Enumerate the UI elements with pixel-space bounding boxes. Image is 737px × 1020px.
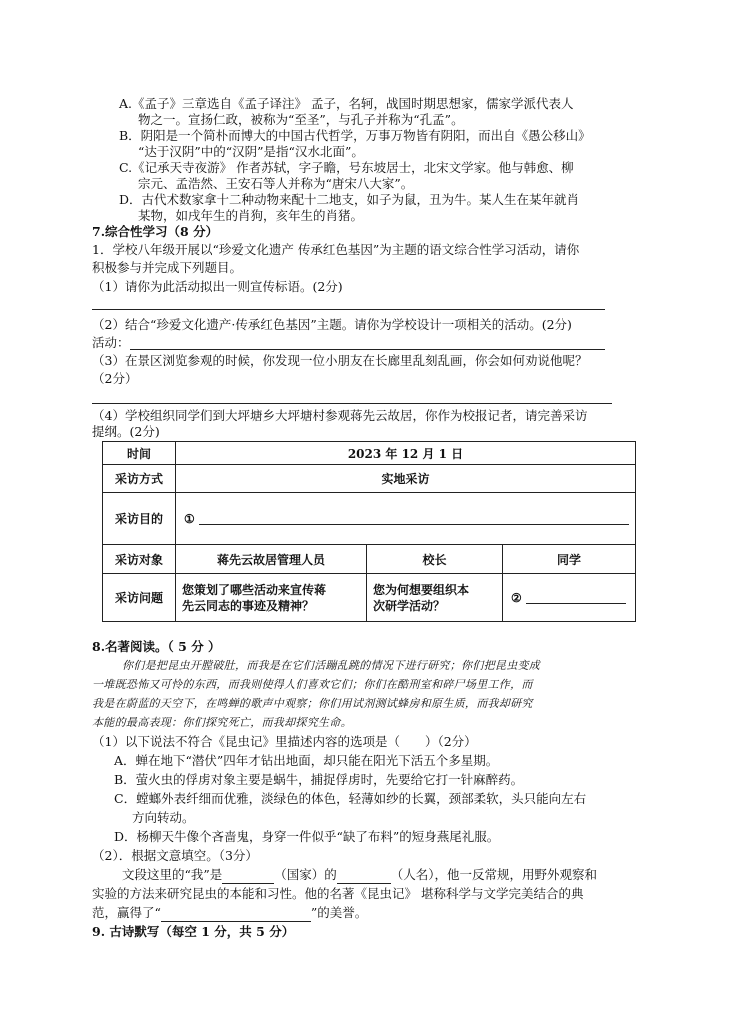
table-row: [103, 465, 636, 493]
q6-option-b-line1: B．阴阳是一个简朴而博大的中国古代哲学，万事万物皆有阴阳，而出自《愚公移山》: [119, 128, 591, 143]
q8-option-c-line1: C．螳螂外表纤细而优雅，淡绿色的体色，轻薄如纱的长翼，颈部柔软，头只能向左右: [114, 791, 587, 806]
q7-sub4-line2: 提纲。(2分): [92, 424, 160, 439]
q8-passage-line3: 我是在蔚蓝的天空下，在鸣蝉的歌声中观察；你们用试剂测试蜂房和原生质，而我却研究: [92, 697, 533, 710]
q8-fill-line2: 实验的方法来研究昆虫的本能和习性。他的名著《昆虫记》 堪称科学与文学完美结合的典: [92, 886, 584, 901]
question-classmate-cell[interactable]: [503, 574, 636, 622]
q7-intro-line2: 积极参与并完成下列题目。: [92, 260, 243, 275]
circle-number-1: ①: [184, 511, 195, 526]
q8-option-c-line2: 方向转动。: [132, 810, 195, 825]
circle-number-2: ②: [511, 590, 522, 605]
table-row: [103, 545, 636, 574]
q8-option-d: D．杨柳天牛像个吝啬鬼，身穿一件似乎“缺了布料”的短身燕尾礼服。: [114, 829, 500, 844]
q8-title: 8.名著阅读。（ 5 分 ）: [92, 639, 221, 654]
q8-sub1: （1）以下说法不符合《昆虫记》里描述内容的选项是（ ）（2分）: [92, 734, 477, 749]
answer-line-1[interactable]: [92, 309, 605, 310]
question-principal-line2: 次研学活动？: [373, 598, 446, 613]
answer-line-2[interactable]: [130, 349, 605, 350]
purpose-answer-cell[interactable]: [176, 493, 636, 545]
answer-line-3[interactable]: [92, 403, 612, 404]
q6-option-d-line1: D．古代术数家拿十二种动物来配十二地支，如子为鼠，丑为牛。某人生在某年就肖: [119, 192, 580, 207]
q8-passage-line1: 你们是把昆虫开膛破肚，而我是在它们活蹦乱跳的情况下进行研究；你们把昆虫变成: [122, 659, 541, 672]
blank-praise[interactable]: [161, 904, 311, 922]
question-manager-line2: 先云同志的事迹及精神？: [182, 598, 315, 613]
question-manager-line1: 您策划了哪些活动来宣传蒋: [182, 582, 327, 597]
blank-name[interactable]: [337, 866, 391, 884]
q7-sub3-line2: （2分）: [92, 371, 138, 386]
question-principal: [367, 574, 503, 622]
purpose-answer-line[interactable]: [199, 524, 629, 525]
fill-text-b: （国家）的: [274, 867, 337, 882]
q8-passage-line2: 一堆既恐怖又可怜的东西，而我则使得人们喜欢它们；你们在酷刑室和碎尸场里工作，而: [92, 678, 533, 691]
target-manager: 蒋先云故居管理人员: [176, 545, 367, 574]
table-row: [103, 493, 636, 545]
time-value: 2023 年 12 月 1 日: [176, 442, 636, 465]
q7-title: 7.综合性学习（8 分）: [92, 224, 219, 239]
blank-country[interactable]: [222, 866, 274, 884]
interview-outline-table: [102, 441, 636, 622]
table-row: [103, 574, 636, 622]
q6-option-b-line2: “达于汉阴”中的“汉阴”是指“汉水北面”。: [138, 144, 364, 159]
table-row: [103, 442, 636, 465]
q8-sub2: （2）．根据文意填空。（3分）: [92, 848, 258, 863]
q7-sub2-label: 活动：: [92, 335, 130, 350]
q7-sub1: （1）请你为此活动拟出一则宣传标语。(2分): [92, 279, 343, 294]
fill-text-a: 文段这里的“我”是: [122, 867, 223, 882]
q8-fill-line3: [92, 904, 367, 922]
q6-option-a-line2: 物之一。宣扬仁政，被称为“至圣”，与孔子并称为“孔孟”。: [138, 112, 464, 127]
question-answer-line[interactable]: [526, 603, 626, 604]
question-label: 采访问题: [103, 574, 176, 622]
q8-fill-line1: [122, 866, 597, 884]
target-label: 采访对象: [103, 545, 176, 574]
q6-option-c-line2: 宗元、孟浩然、王安石等人并称为“唐宋八大家”。: [138, 176, 414, 191]
target-principal: 校长: [367, 545, 503, 574]
q6-option-c-line1: C.《记承天寺夜游》 作者苏轼，字子瞻，号东坡居士，北宋文学家。他与韩愈、柳: [119, 160, 574, 175]
q7-intro-line1: 1．学校八年级开展以“珍爱文化遗产 传承红色基因”为主题的语文综合性学习活动，请你: [92, 242, 580, 257]
q8-option-b: B．萤火虫的俘虏对象主要是蜗牛，捕捉俘虏时，先要给它打一针麻醉药。: [114, 772, 524, 787]
fill-text-d: 范，赢得了“: [92, 905, 161, 920]
fill-text-c: （人名），他一反常规，用野外观察和: [390, 867, 598, 882]
method-value: 实地采访: [176, 465, 636, 493]
method-label: 采访方式: [103, 465, 176, 493]
question-principal-line1: 您为何想要组织本: [373, 582, 470, 597]
q9-title: 9. 古诗默写（每空 1 分，共 5 分）: [92, 924, 295, 939]
q8-passage-line4: 本能的最高表现：你们探究死亡，而我却探究生命。: [92, 716, 352, 729]
q7-sub2: （2）结合“珍爱文化遗产·传承红色基因”主题。请你为学校设计一项相关的活动。(2分): [92, 317, 572, 332]
q8-option-a: A．蝉在地下“潜伏”四年才钻出地面，却只能在阳光下活五个多星期。: [114, 753, 499, 768]
q6-option-a-line1: A.《孟子》三章选自《孟子译注》 孟子，名轲，战国时期思想家，儒家学派代表人: [119, 96, 574, 111]
target-classmate: 同学: [503, 545, 636, 574]
q7-sub3-line1: （3）在景区浏览参观的时候，你发现一位小朋友在长廊里乱刻乱画，你会如何劝说他呢？: [92, 353, 588, 368]
time-label: 时间: [103, 442, 176, 465]
purpose-label: 采访目的: [103, 493, 176, 545]
question-manager: [176, 574, 367, 622]
q6-option-d-line2: 某物，如戌年生的肖狗，亥年生的肖猪。: [138, 208, 364, 223]
q7-sub4-line1: （4）学校组织同学们到大坪塘乡大坪塘村参观蒋先云故居，你作为校报记者，请完善采访: [92, 408, 588, 423]
fill-text-e: ”的美誉。: [310, 905, 368, 920]
